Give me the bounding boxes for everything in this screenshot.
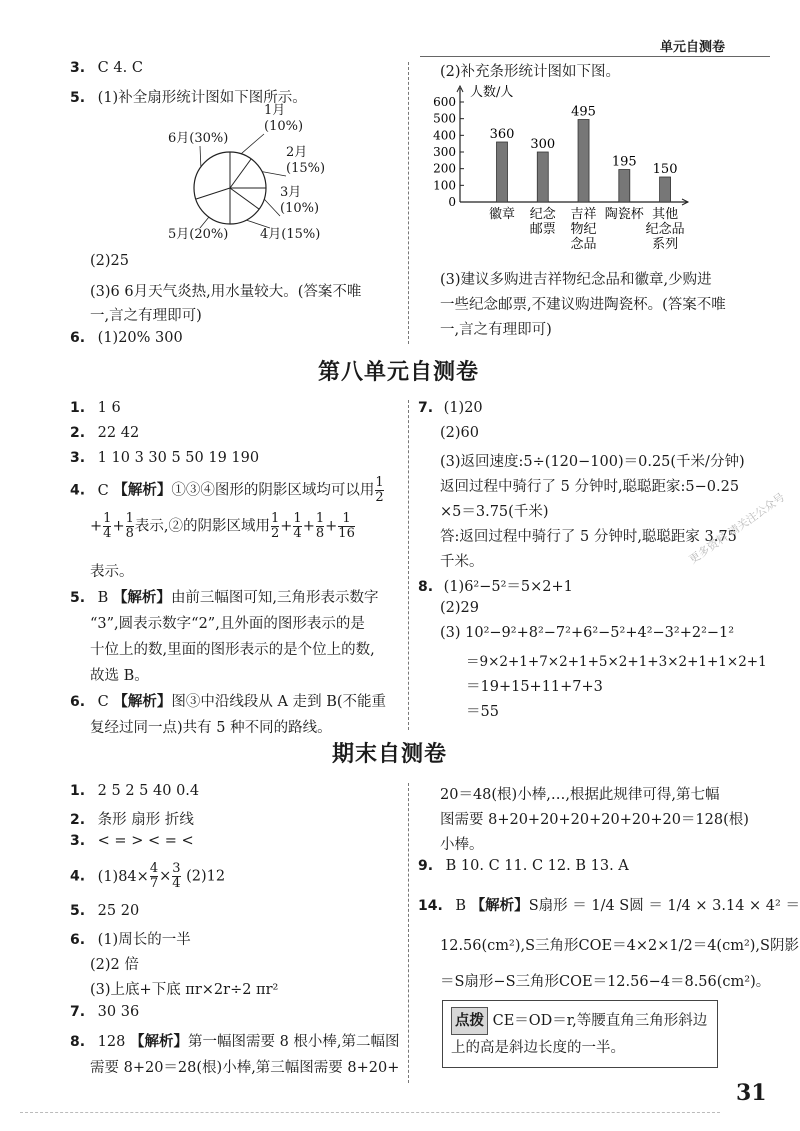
op: +: [112, 518, 125, 535]
final-q6-line1: [70, 928, 191, 949]
pie-chart: [160, 100, 340, 250]
final-q7: [70, 1004, 139, 1020]
pie-slice-boundary: [230, 159, 251, 188]
column-divider-top: [408, 62, 409, 344]
final-q5: [70, 903, 139, 919]
analysis-text: S扇形 ＝ 1/4 S圆 ＝ 1/4 × 3.14 × 4² ＝: [528, 898, 800, 914]
u8-q7-line2: (2)60: [440, 425, 479, 441]
y-tick-label: 100: [433, 178, 456, 193]
bar-category-label: 系列: [652, 237, 679, 252]
final-q8-cont-line3: 小棒。: [440, 837, 484, 853]
op: +: [280, 518, 293, 535]
fraction: [271, 512, 279, 541]
fraction: [126, 512, 134, 541]
u8-q8-line5: ＝19+15+11+7+3: [466, 679, 603, 695]
q-number: 6.: [70, 932, 86, 948]
bar-category-label: 物纪: [570, 222, 597, 237]
fraction: [172, 862, 180, 891]
denominator: 4: [293, 526, 302, 541]
bar: [537, 152, 548, 202]
q-number: 4.: [70, 482, 86, 499]
bar-value-label: 360: [489, 127, 515, 142]
q-number: 6.: [70, 694, 86, 710]
bar-category-label: 纪念品: [645, 222, 685, 237]
pie-leader-line: [264, 199, 280, 216]
numerator: 1: [125, 511, 134, 526]
q-number: 5.: [70, 590, 86, 606]
fraction: [150, 862, 158, 891]
u8-q3: [70, 450, 259, 466]
header-rule: [420, 56, 770, 57]
analysis-text: 第一幅图需要 8 根小棒,第二幅图: [187, 1034, 400, 1050]
top-left-q3: [70, 60, 143, 76]
bar-value-label: 495: [571, 104, 596, 120]
u8-q4-line2: [90, 512, 356, 541]
answer-choice: B: [97, 590, 113, 606]
q-number: 1.: [70, 783, 86, 799]
fraction: [316, 512, 324, 541]
q-number: 5.: [70, 90, 86, 106]
y-tick-label: 200: [433, 161, 456, 176]
section-title-unit8: 第八单元自测卷: [318, 360, 480, 385]
op: ×: [159, 868, 172, 885]
numerator: 1: [293, 511, 302, 526]
answer-choice: C: [97, 482, 114, 499]
column-divider-unit8: [408, 400, 409, 730]
answer-text: 25 20: [97, 903, 140, 919]
denominator: 7: [149, 876, 159, 891]
final-q8-line2: 需要 8+20＝28(根)小棒,第三幅图需要 8+20+: [90, 1060, 400, 1076]
u8-q7-line3: (3)返回速度:5÷(120−100)＝0.25(千米/分钟): [440, 454, 745, 470]
denominator: 16: [338, 526, 355, 541]
final-q8-cont-line2: 图需要 8+20+20+20+20+20+20＝128(根): [440, 812, 749, 828]
bar-chart: [430, 82, 730, 262]
q-number: 9.: [418, 858, 434, 874]
final-q6-line2: (2)2 倍: [90, 957, 139, 973]
bar-value-label: 150: [652, 162, 678, 177]
denominator: 2: [375, 490, 384, 505]
y-tick-label: 300: [433, 145, 456, 159]
u8-q8-line1: [418, 575, 573, 596]
bar-category-label: 纪念: [529, 207, 556, 222]
answer-text: (2)12: [181, 868, 226, 885]
q-number: 2.: [70, 425, 86, 441]
fraction: [375, 476, 383, 505]
u8-q4-line3: 表示。: [90, 564, 134, 580]
final-q2: [70, 808, 194, 829]
tip-text: CE＝OD＝r,等腰直角三角形斜边上的高是斜边长度的一半。: [451, 1013, 708, 1056]
u8-q8-line4: ＝9×2+1+7×2+1+5×2+1+3×2+1+1×2+1: [466, 654, 767, 670]
denominator: 4: [103, 526, 112, 541]
answer-text: (1)6²−5²＝5×2+1: [443, 579, 573, 595]
u8-q4-line1: [70, 476, 385, 505]
denominator: 4: [172, 876, 181, 891]
pie-group: [168, 103, 325, 242]
bar: [660, 177, 671, 202]
answer-text: (1)周长的一半: [97, 932, 191, 948]
top-left-q5-p2: (2)25: [90, 253, 129, 269]
analysis-text: 表示,②的阴影区域用: [134, 518, 270, 535]
answer-text: < = > < = <: [97, 833, 194, 849]
y-tick-label: 500: [433, 111, 456, 126]
page-number: 31: [736, 1080, 767, 1106]
analysis-tag: 【解析】: [112, 589, 171, 606]
answer-text: 条形 扇形 折线: [97, 812, 194, 828]
pie-leader-line: [262, 172, 286, 176]
top-right-p2: (2)补充条形统计图如下图。: [440, 64, 621, 80]
top-left-q5-p3a: (3)6 6月天气炎热,用水量较大。(答案不唯: [90, 284, 362, 300]
y-tick-label: 0: [448, 195, 456, 209]
u8-q7-line5: ×5＝3.75(千米): [440, 504, 549, 520]
tip-box: [442, 1000, 718, 1068]
answer-text: (1)补全扇形统计图如下图所示。: [97, 90, 307, 106]
u8-q7-line4: 返回过程中骑行了 5 分钟时,聪聪距家:5−0.25: [440, 479, 740, 495]
q-number: 8.: [70, 1034, 86, 1050]
bar-category-label: 吉祥: [570, 207, 597, 222]
final-q14-line3: ＝S扇形−S三角形COE＝12.56−4＝8.56(cm²)。: [440, 974, 771, 990]
final-q14-line2: 12.56(cm²),S三角形COE＝4×2×1/2＝4(cm²),S阴影: [440, 938, 799, 954]
q-number: 6.: [70, 330, 86, 346]
numerator: 4: [149, 861, 159, 876]
u8-q7-line1: [418, 400, 483, 416]
bar-category-label: 陶瓷杯: [604, 207, 644, 222]
q-number: 14.: [418, 898, 443, 914]
final-q14-line1: [418, 894, 800, 915]
denominator: 8: [315, 526, 325, 541]
u8-q5-line4: 故选 B。: [90, 668, 149, 684]
footer-rule: [20, 1112, 720, 1113]
answer-text: 30 36: [97, 1004, 140, 1020]
page-header-title: 单元自测卷: [660, 40, 726, 55]
u8-q2: [70, 425, 139, 441]
final-q3: [70, 833, 194, 849]
analysis-text: ①③④图形的阴影区域均可以用: [171, 482, 375, 499]
pie-leader-line: [200, 146, 201, 167]
u8-q7-line6: 答:返回过程中骑行了 5 分钟时,聪聪距家 3.75: [440, 529, 737, 545]
op: +: [302, 518, 315, 535]
numerator: 1: [375, 475, 384, 490]
u8-q6-line2: 复经过同一点)共有 5 种不同的路线。: [90, 720, 332, 736]
final-q6-line3: (3)上底+下底 πr×2r÷2 πr²: [90, 982, 279, 998]
answer-choice: B: [455, 898, 471, 914]
q-number: 2.: [70, 812, 86, 828]
u8-q8-line2: (2)29: [440, 600, 479, 616]
pie-slice-label: 5月(20%): [168, 227, 229, 242]
answer-text: 1 6: [97, 400, 121, 416]
u8-q6-line1: [70, 690, 386, 711]
u8-q5-line1: [70, 586, 379, 607]
bar-category-label: 其他: [652, 207, 679, 222]
u8-q7-line7: 千米。: [440, 554, 484, 570]
column-divider-final: [408, 783, 409, 1083]
pie-slice-percent: (10%): [264, 119, 304, 134]
watermark-stamp: 更多资料 请关注公众号: [686, 490, 788, 567]
numerator: 1: [342, 511, 351, 526]
pie-slice-label: 2月: [286, 145, 308, 160]
pie-slice-percent: (10%): [280, 201, 320, 216]
answer-text: (1)20: [443, 400, 483, 416]
top-left-q5-p3b: 一,言之有理即可): [90, 308, 202, 324]
bar-category-label: 徽章: [488, 207, 516, 222]
bar-value-label: 195: [611, 154, 637, 170]
bar-group: [433, 84, 688, 252]
denominator: 2: [270, 526, 280, 541]
u8-q5-line3: 十位上的数,里面的图形表示的是个位上的数,: [90, 642, 375, 658]
pie-slice-label: 3月: [280, 185, 302, 200]
pie-slice-percent: (15%): [286, 161, 326, 176]
final-q8-line1: [70, 1030, 400, 1051]
pie-slice-label: 1月: [264, 103, 286, 118]
analysis-text: 图③中沿线段从 A 走到 B(不能重: [171, 694, 387, 710]
q-number: 3.: [70, 450, 86, 466]
bar-value-label: 300: [530, 137, 556, 152]
top-right-p3a: (3)建议多购进吉祥物纪念品和徽章,少购进: [440, 272, 712, 288]
q-number: 3.: [70, 833, 86, 849]
y-tick-label: 400: [433, 128, 456, 143]
answer-text: (1)20% 300: [97, 330, 183, 346]
q-number: 5.: [70, 903, 86, 919]
pie-slice-label: 6月(30%): [168, 131, 229, 146]
pie-leader-line: [241, 134, 264, 154]
u8-q1: [70, 400, 121, 416]
q-number: 7.: [418, 400, 434, 416]
numerator: 1: [315, 511, 325, 526]
bar: [497, 142, 508, 202]
bar: [578, 120, 589, 203]
answer-text: (1)84×: [97, 868, 149, 885]
top-right-p3c: 一,言之有理即可): [440, 322, 552, 338]
pie-slice-label: 4月(15%): [260, 227, 321, 242]
analysis-tag: 【解析】: [129, 1033, 188, 1050]
u8-q5-line2: “3”,圆表示数字“2”,且外面的图形表示的是: [90, 616, 365, 632]
answer-choice: C: [97, 694, 114, 710]
answer-text: 1 10 3 30 5 50 19 190: [97, 450, 260, 466]
section-title-final: 期末自测卷: [332, 742, 448, 767]
fraction: [338, 512, 355, 541]
denominator: 8: [125, 526, 134, 541]
op: +: [90, 518, 103, 535]
top-right-p3b: 一些纪念邮票,不建议购进陶瓷杯。(答案不唯: [440, 297, 726, 313]
answer-text: C 4. C: [97, 60, 143, 76]
numerator: 3: [172, 861, 181, 876]
answer-text: 2 5 2 5 40 0.4: [97, 783, 200, 799]
final-q4: [70, 862, 225, 891]
pie-slice-boundary: [230, 188, 259, 209]
u8-q8-line6: ＝55: [466, 704, 499, 720]
final-q8-cont-line1: 20＝48(根)小棒,…,根据此规律可得,第七幅: [440, 787, 720, 803]
tip-tag: 点拨: [451, 1007, 488, 1035]
q-number: 3.: [70, 60, 86, 76]
fraction: [103, 512, 111, 541]
q-number: 7.: [70, 1004, 86, 1020]
final-q9-13: [418, 858, 629, 874]
analysis-text: 由前三幅图可知,三角形表示数字: [170, 590, 379, 606]
answer-text: 128: [97, 1034, 130, 1050]
numerator: 1: [103, 511, 112, 526]
answer-text: 22 42: [97, 425, 140, 441]
pie-slice-boundary: [196, 188, 230, 199]
bar: [619, 170, 630, 203]
y-tick-label: 600: [433, 95, 456, 109]
top-left-q6: [70, 330, 183, 346]
q-number: 4.: [70, 868, 86, 885]
bar-category-label: 邮票: [529, 222, 556, 237]
numerator: 1: [270, 511, 280, 526]
analysis-tag: 【解析】: [113, 693, 172, 710]
y-axis-label: 人数/人: [470, 85, 514, 100]
final-q1: [70, 783, 199, 799]
analysis-tag: 【解析】: [470, 897, 529, 914]
analysis-tag: 【解析】: [113, 481, 172, 499]
q-number: 1.: [70, 400, 86, 416]
q-number: 8.: [418, 579, 434, 595]
bar-category-label: 念品: [570, 237, 597, 252]
u8-q8-line3: (3) 10²−9²+8²−7²+6²−5²+4²−3²+2²−1²: [440, 625, 735, 641]
answer-text: B 10. C 11. C 12. B 13. A: [445, 858, 629, 874]
op: +: [325, 518, 338, 535]
fraction: [293, 512, 301, 541]
